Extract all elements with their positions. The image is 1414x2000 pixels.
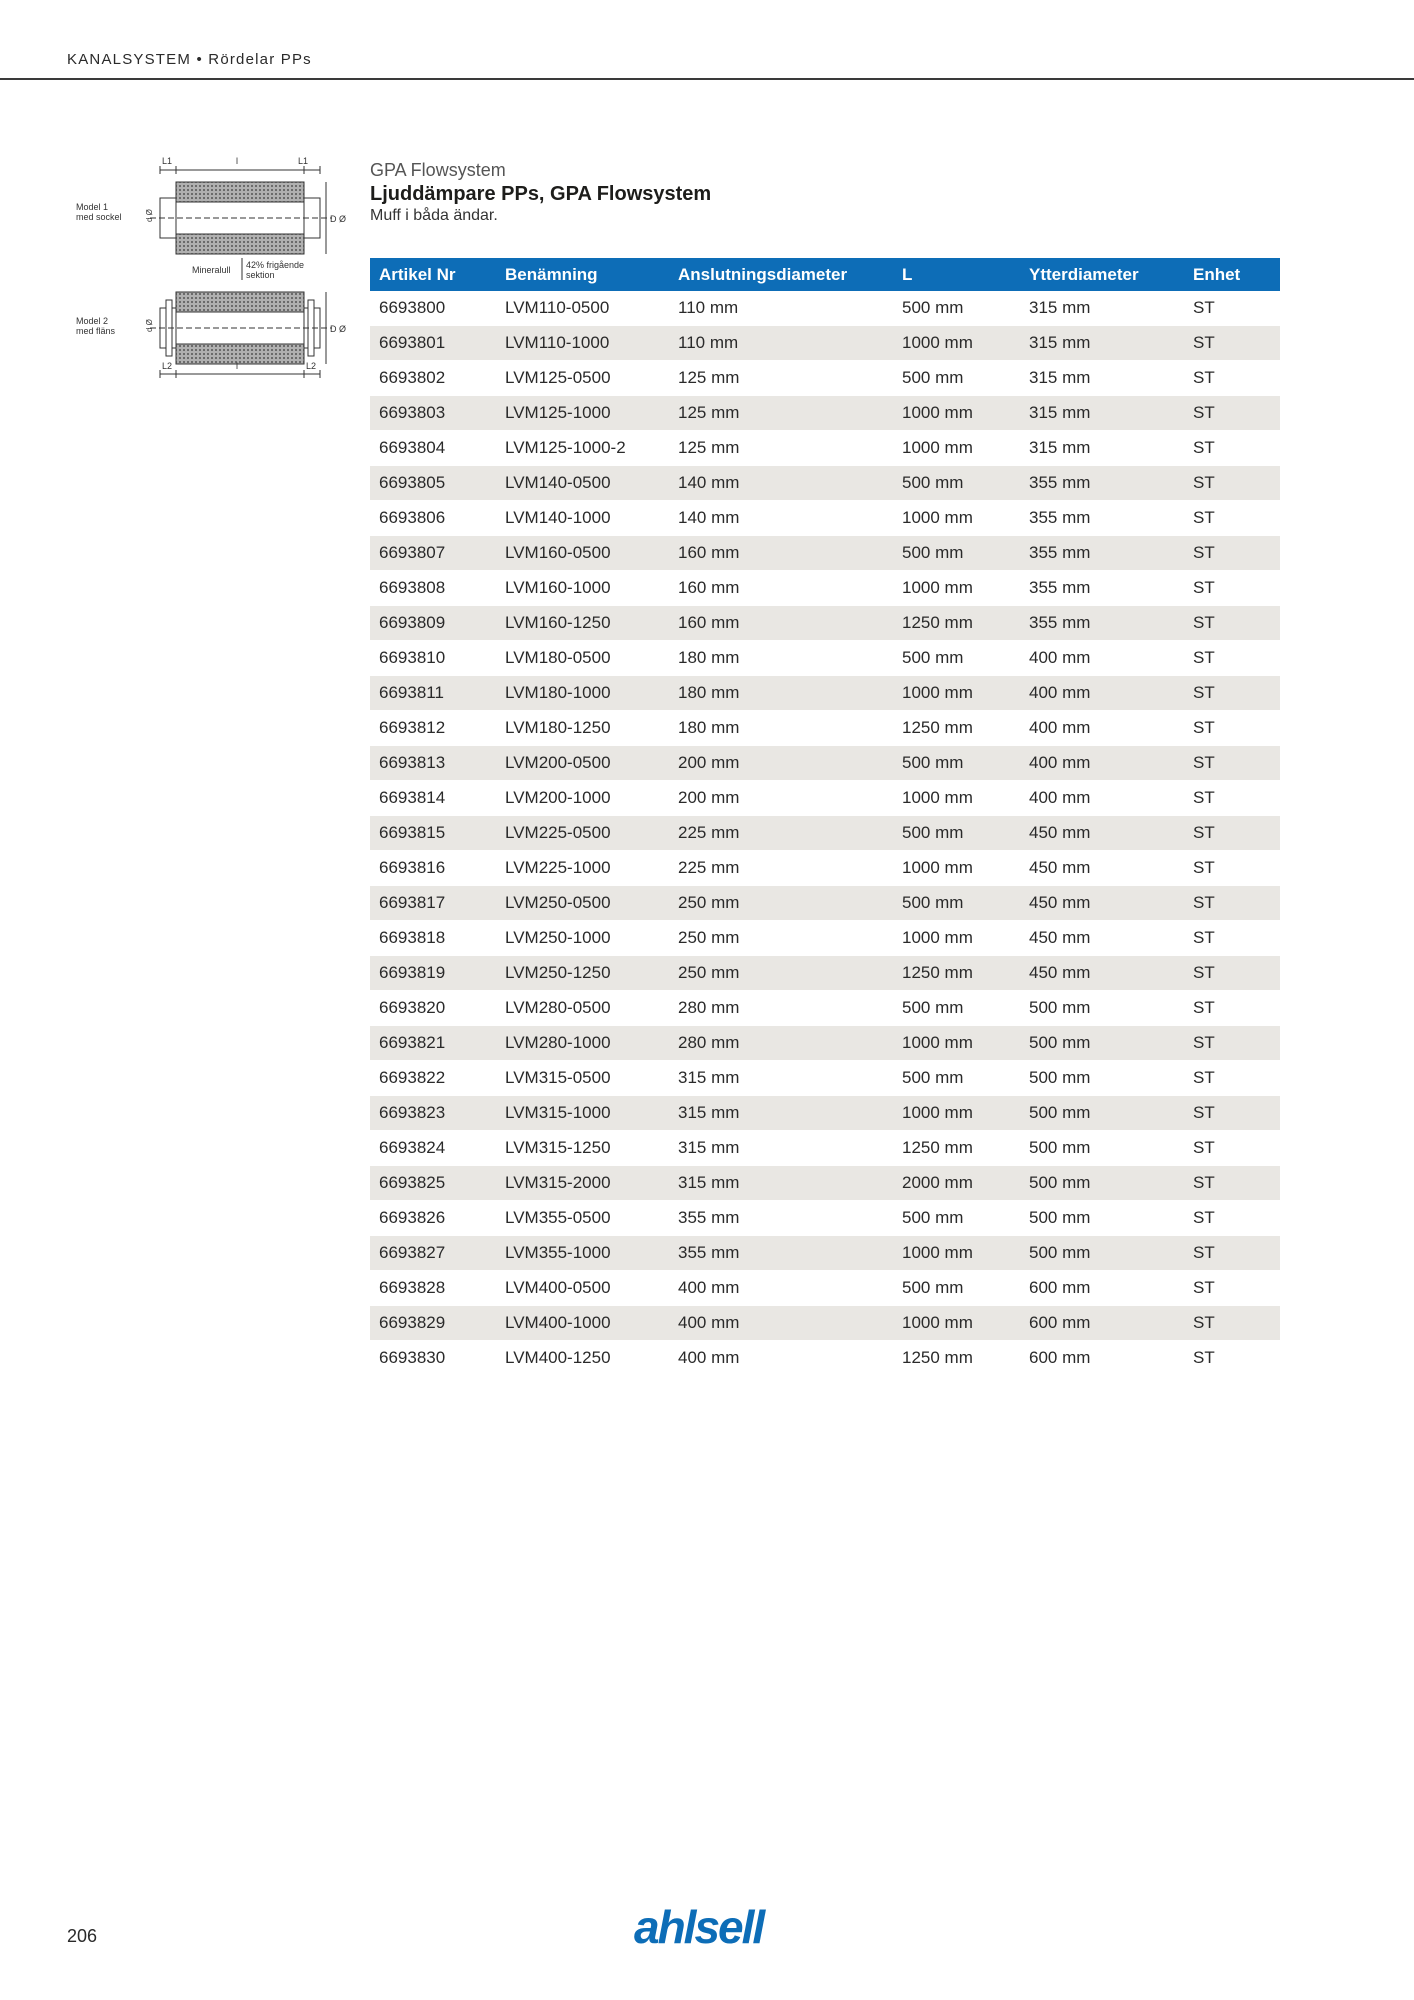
model-2-label-line2: med fläns — [76, 326, 116, 336]
section-label: KANALSYSTEM — [67, 51, 192, 68]
table-cell: 6693826 — [370, 1201, 496, 1236]
table-cell: 6693805 — [370, 466, 496, 501]
table-cell: 200 mm — [669, 746, 893, 781]
dim-label-D-1: D Ø — [330, 214, 347, 224]
table-cell: ST — [1184, 816, 1280, 851]
table-cell: LVM160-1250 — [496, 606, 669, 641]
table-cell: 500 mm — [893, 991, 1020, 1026]
silencer-diagram — [70, 152, 360, 380]
table-cell: LVM400-1250 — [496, 1341, 669, 1376]
table-cell: 315 mm — [1020, 431, 1184, 466]
table-cell: ST — [1184, 396, 1280, 431]
table-cell: ST — [1184, 781, 1280, 816]
table-row — [370, 326, 1280, 361]
table-cell: 315 mm — [669, 1096, 893, 1131]
table-row — [370, 1096, 1280, 1131]
table-cell: 110 mm — [669, 326, 893, 361]
subsection-label: Rördelar PPs — [208, 51, 312, 68]
table-cell: LVM250-1250 — [496, 956, 669, 991]
table-header-row — [370, 258, 1280, 291]
table-cell: 600 mm — [1020, 1341, 1184, 1376]
table-cell: LVM125-1000 — [496, 396, 669, 431]
table-cell: 315 mm — [669, 1131, 893, 1166]
model-1-label-line1: Model 1 — [76, 202, 109, 212]
table-cell: 355 mm — [1020, 606, 1184, 641]
table-row — [370, 641, 1280, 676]
table-cell: LVM355-0500 — [496, 1201, 669, 1236]
product-series: GPA Flowsystem — [370, 160, 506, 180]
table-cell: 1250 mm — [893, 606, 1020, 641]
table-cell: ST — [1184, 1236, 1280, 1271]
table-cell: 500 mm — [893, 536, 1020, 571]
table-cell: 6693801 — [370, 326, 496, 361]
table-cell: LVM280-0500 — [496, 991, 669, 1026]
table-cell: LVM180-0500 — [496, 641, 669, 676]
table-cell: ST — [1184, 676, 1280, 711]
table-cell: 6693828 — [370, 1271, 496, 1306]
table-cell: 6693824 — [370, 1131, 496, 1166]
table-cell: 500 mm — [1020, 1166, 1184, 1201]
table-cell: ST — [1184, 291, 1280, 326]
table-cell: ST — [1184, 956, 1280, 991]
table-cell: ST — [1184, 746, 1280, 781]
table-cell: 355 mm — [1020, 466, 1184, 501]
table-cell: LVM315-2000 — [496, 1166, 669, 1201]
table-row — [370, 536, 1280, 571]
table-cell: 160 mm — [669, 606, 893, 641]
table-cell: LVM125-1000-2 — [496, 431, 669, 466]
table-row — [370, 361, 1280, 396]
table-cell: 450 mm — [1020, 956, 1184, 991]
table-cell: LVM315-0500 — [496, 1061, 669, 1096]
model-2-drawing — [76, 292, 346, 378]
table-cell: 125 mm — [669, 361, 893, 396]
table-row — [370, 746, 1280, 781]
table-cell: 600 mm — [1020, 1271, 1184, 1306]
table-cell: 6693804 — [370, 431, 496, 466]
table-cell: ST — [1184, 991, 1280, 1026]
table-cell: 6693807 — [370, 536, 496, 571]
table-row — [370, 1166, 1280, 1201]
table-cell: 500 mm — [893, 1201, 1020, 1236]
page-number: 206 — [67, 1926, 98, 1946]
table-cell: 1250 mm — [893, 1341, 1020, 1376]
dim-label-L2-right: L2 — [306, 361, 317, 371]
table-row — [370, 851, 1280, 886]
column-header: Ytterdiameter — [1020, 258, 1184, 291]
table-cell: ST — [1184, 1131, 1280, 1166]
table-cell: 500 mm — [893, 466, 1020, 501]
table-cell: ST — [1184, 1201, 1280, 1236]
table-cell: 6693816 — [370, 851, 496, 886]
table-cell: ST — [1184, 1166, 1280, 1201]
table-cell: LVM250-1000 — [496, 921, 669, 956]
table-cell: LVM140-0500 — [496, 466, 669, 501]
table-cell: 6693812 — [370, 711, 496, 746]
table-cell: 355 mm — [669, 1236, 893, 1271]
table-cell: 6693825 — [370, 1166, 496, 1201]
table-row — [370, 1201, 1280, 1236]
table-cell: 1000 mm — [893, 851, 1020, 886]
table-cell: 6693822 — [370, 1061, 496, 1096]
table-row — [370, 1131, 1280, 1166]
table-cell: 6693819 — [370, 956, 496, 991]
table-cell: 450 mm — [1020, 921, 1184, 956]
table-cell: 500 mm — [893, 886, 1020, 921]
table-cell: ST — [1184, 606, 1280, 641]
table-row — [370, 781, 1280, 816]
table-cell: LVM110-1000 — [496, 326, 669, 361]
table-cell: 400 mm — [1020, 746, 1184, 781]
table-cell: ST — [1184, 1306, 1280, 1341]
frigoende-label-line1: 42% frigående — [246, 260, 305, 270]
table-cell: 600 mm — [1020, 1306, 1184, 1341]
table-cell: 450 mm — [1020, 886, 1184, 921]
table-cell: ST — [1184, 501, 1280, 536]
model-1-drawing — [76, 156, 346, 254]
table-cell: 1000 mm — [893, 571, 1020, 606]
table-cell: 500 mm — [893, 1271, 1020, 1306]
table-cell: 6693809 — [370, 606, 496, 641]
table-cell: 6693815 — [370, 816, 496, 851]
dim-label-L1-left: L1 — [162, 156, 173, 166]
table-cell: LVM180-1250 — [496, 711, 669, 746]
table-cell: 6693811 — [370, 676, 496, 711]
table-cell: 250 mm — [669, 921, 893, 956]
table-row — [370, 606, 1280, 641]
table-cell: 315 mm — [1020, 291, 1184, 326]
table-cell: 1250 mm — [893, 711, 1020, 746]
table-cell: LVM400-1000 — [496, 1306, 669, 1341]
table-cell: 160 mm — [669, 571, 893, 606]
column-header: Artikel Nr — [370, 258, 496, 291]
table-cell: 400 mm — [1020, 711, 1184, 746]
table-cell: 225 mm — [669, 851, 893, 886]
column-header: Benämning — [496, 258, 669, 291]
table-cell: ST — [1184, 326, 1280, 361]
table-cell: 6693803 — [370, 396, 496, 431]
table-row — [370, 1306, 1280, 1341]
table-cell: LVM400-0500 — [496, 1271, 669, 1306]
table-cell: 315 mm — [1020, 361, 1184, 396]
table-cell: 315 mm — [669, 1061, 893, 1096]
table-cell: 1250 mm — [893, 956, 1020, 991]
table-cell: 500 mm — [1020, 1026, 1184, 1061]
table-cell: 180 mm — [669, 641, 893, 676]
table-cell: 400 mm — [669, 1271, 893, 1306]
table-cell: 400 mm — [1020, 676, 1184, 711]
table-body — [370, 291, 1280, 1376]
table-cell: 500 mm — [1020, 1131, 1184, 1166]
table-cell: LVM110-0500 — [496, 291, 669, 326]
table-row — [370, 571, 1280, 606]
table-cell: 1000 mm — [893, 676, 1020, 711]
table-row — [370, 1236, 1280, 1271]
table-cell: ST — [1184, 711, 1280, 746]
dim-label-L1-right: L1 — [298, 156, 309, 166]
table-cell: 125 mm — [669, 431, 893, 466]
frigoende-label-line2: sektion — [246, 270, 275, 280]
table-cell: 6693830 — [370, 1341, 496, 1376]
table-cell: 6693810 — [370, 641, 496, 676]
product-subtitle: Muff i båda ändar. — [370, 207, 498, 224]
table-row — [370, 291, 1280, 326]
table-cell: LVM315-1250 — [496, 1131, 669, 1166]
table-row — [370, 1061, 1280, 1096]
table-cell: 315 mm — [1020, 396, 1184, 431]
table-cell: ST — [1184, 361, 1280, 396]
table-cell: 400 mm — [1020, 641, 1184, 676]
table-cell: 1000 mm — [893, 1096, 1020, 1131]
table-cell: 500 mm — [893, 816, 1020, 851]
table-cell: ST — [1184, 431, 1280, 466]
table-row — [370, 466, 1280, 501]
table-cell: LVM200-1000 — [496, 781, 669, 816]
table-cell: 180 mm — [669, 711, 893, 746]
table-cell: 6693813 — [370, 746, 496, 781]
table-cell: 6693821 — [370, 1026, 496, 1061]
table-row — [370, 1026, 1280, 1061]
table-row — [370, 501, 1280, 536]
table-cell: 1000 mm — [893, 431, 1020, 466]
table-cell: 1000 mm — [893, 1026, 1020, 1061]
table-cell: 400 mm — [669, 1306, 893, 1341]
table-cell: LVM180-1000 — [496, 676, 669, 711]
table-cell: 1000 mm — [893, 396, 1020, 431]
table-cell: LVM280-1000 — [496, 1026, 669, 1061]
table-cell: ST — [1184, 921, 1280, 956]
table-cell: ST — [1184, 1341, 1280, 1376]
table-cell: 500 mm — [893, 361, 1020, 396]
table-cell: 450 mm — [1020, 851, 1184, 886]
table-cell: ST — [1184, 886, 1280, 921]
table-cell: ST — [1184, 851, 1280, 886]
dim-label-d-1: d Ø — [145, 209, 154, 222]
section-breadcrumb — [67, 51, 312, 68]
table-cell: 250 mm — [669, 886, 893, 921]
column-header: Enhet — [1184, 258, 1280, 291]
table-cell: ST — [1184, 1271, 1280, 1306]
table-cell: 500 mm — [893, 641, 1020, 676]
table-cell: 500 mm — [1020, 1236, 1184, 1271]
dim-label-l-top: l — [236, 156, 238, 166]
table-cell: 6693818 — [370, 921, 496, 956]
table-cell: 180 mm — [669, 676, 893, 711]
model-1-label-line2: med sockel — [76, 212, 122, 222]
table-cell: LVM225-0500 — [496, 816, 669, 851]
table-row — [370, 956, 1280, 991]
table-cell: 1000 mm — [893, 781, 1020, 816]
table-cell: 6693808 — [370, 571, 496, 606]
table-cell: 6693829 — [370, 1306, 496, 1341]
ahlsell-logo: ahlsell — [634, 1901, 764, 1953]
table-cell: LVM355-1000 — [496, 1236, 669, 1271]
table-row — [370, 431, 1280, 466]
table-cell: 250 mm — [669, 956, 893, 991]
table-cell: 280 mm — [669, 991, 893, 1026]
table-cell: LVM225-1000 — [496, 851, 669, 886]
table-row — [370, 991, 1280, 1026]
table-row — [370, 816, 1280, 851]
table-cell: 355 mm — [1020, 536, 1184, 571]
table-cell: 140 mm — [669, 466, 893, 501]
table-row — [370, 921, 1280, 956]
table-cell: 6693820 — [370, 991, 496, 1026]
table-cell: 1250 mm — [893, 1131, 1020, 1166]
table-cell: 200 mm — [669, 781, 893, 816]
table-cell: 6693806 — [370, 501, 496, 536]
table-cell: 6693823 — [370, 1096, 496, 1131]
table-cell: ST — [1184, 571, 1280, 606]
column-header: L — [893, 258, 1020, 291]
table-cell: 1000 mm — [893, 326, 1020, 361]
table-cell: 450 mm — [1020, 816, 1184, 851]
table-cell: 6693814 — [370, 781, 496, 816]
table-cell: 2000 mm — [893, 1166, 1020, 1201]
table-cell: ST — [1184, 466, 1280, 501]
table-cell: 1000 mm — [893, 921, 1020, 956]
table-cell: 6693800 — [370, 291, 496, 326]
table-cell: 280 mm — [669, 1026, 893, 1061]
table-cell: LVM125-0500 — [496, 361, 669, 396]
table-cell: 6693802 — [370, 361, 496, 396]
table-cell: LVM250-0500 — [496, 886, 669, 921]
table-cell: 315 mm — [669, 1166, 893, 1201]
table-row — [370, 1271, 1280, 1306]
breadcrumb-separator: • — [196, 51, 203, 68]
dim-label-l-bottom: l — [236, 361, 238, 371]
table-cell: 1000 mm — [893, 501, 1020, 536]
table-cell: 6693827 — [370, 1236, 496, 1271]
model-2-label-line1: Model 2 — [76, 316, 109, 326]
table-cell: 400 mm — [1020, 781, 1184, 816]
table-cell: 500 mm — [893, 746, 1020, 781]
table-cell: 500 mm — [893, 291, 1020, 326]
table-cell: 355 mm — [1020, 571, 1184, 606]
table-row — [370, 396, 1280, 431]
table-cell: LVM315-1000 — [496, 1096, 669, 1131]
table-cell: 225 mm — [669, 816, 893, 851]
table-cell: ST — [1184, 1096, 1280, 1131]
table-cell: 500 mm — [893, 1061, 1020, 1096]
table-cell: ST — [1184, 1026, 1280, 1061]
table-cell: 500 mm — [1020, 1201, 1184, 1236]
table-row — [370, 676, 1280, 711]
table-cell: LVM200-0500 — [496, 746, 669, 781]
table-cell: ST — [1184, 641, 1280, 676]
table-cell: 355 mm — [1020, 501, 1184, 536]
table-cell: 1000 mm — [893, 1236, 1020, 1271]
specification-table — [370, 258, 1280, 1376]
table-row — [370, 711, 1280, 746]
product-heading — [370, 158, 711, 226]
dim-label-d-2: d Ø — [145, 319, 154, 332]
table-cell: 500 mm — [1020, 1061, 1184, 1096]
table-cell: 160 mm — [669, 536, 893, 571]
table-cell: 110 mm — [669, 291, 893, 326]
table-cell: 315 mm — [1020, 326, 1184, 361]
table-cell: 400 mm — [669, 1341, 893, 1376]
mineralull-label: Mineralull — [192, 265, 231, 275]
dim-label-D-2: D Ø — [330, 324, 347, 334]
table-cell: 125 mm — [669, 396, 893, 431]
table-cell: 500 mm — [1020, 1096, 1184, 1131]
table-cell: LVM140-1000 — [496, 501, 669, 536]
table-cell: 355 mm — [669, 1201, 893, 1236]
product-title: Ljuddämpare PPs, GPA Flowsystem — [370, 183, 712, 205]
table-row — [370, 886, 1280, 921]
table-cell: ST — [1184, 536, 1280, 571]
table-cell: LVM160-0500 — [496, 536, 669, 571]
column-header: Anslutningsdiameter — [669, 258, 893, 291]
table-cell: 140 mm — [669, 501, 893, 536]
table-cell: 6693817 — [370, 886, 496, 921]
table-cell: 1000 mm — [893, 1306, 1020, 1341]
table-cell: LVM160-1000 — [496, 571, 669, 606]
dim-label-L2-left: L2 — [162, 361, 173, 371]
page-header — [0, 0, 1414, 80]
table-row — [370, 1341, 1280, 1376]
table-cell: ST — [1184, 1061, 1280, 1096]
table-cell: 500 mm — [1020, 991, 1184, 1026]
